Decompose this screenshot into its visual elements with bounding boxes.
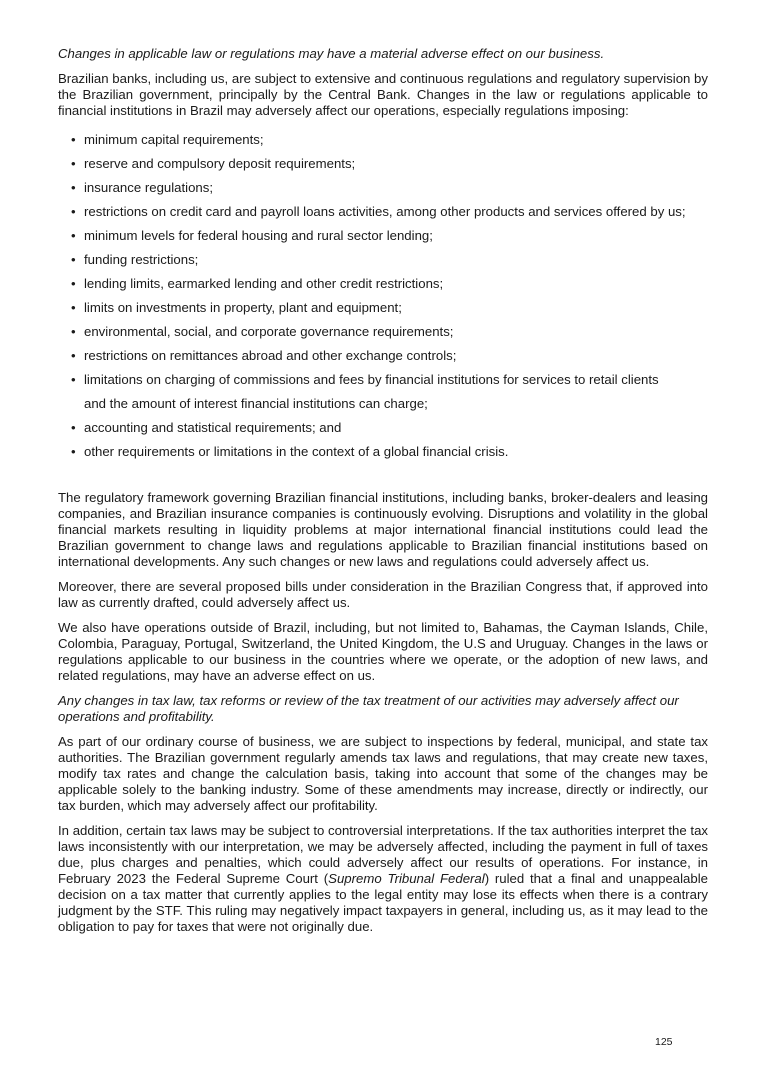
list-item: • restrictions on remittances abroad and other exchange controls; (58, 344, 738, 368)
list-item: • minimum capital requirements; (58, 128, 738, 152)
list-item: • accounting and statistical requirements; and (58, 416, 738, 440)
court-name-italic: Supremo Tribunal Federal (328, 871, 485, 886)
section-heading-tax-changes: Any changes in tax law, tax reforms or review of the tax treatment of our activities may adversely affect our operations and profitability. (58, 693, 679, 724)
text-segment: In addition, certain tax laws may be subject to controversial interpretations. If the tax authorities interpret the tax laws inconsistently with our interpretation, we may be adversely affected, including the payment in full of taxes due, plus charges and penalties, which could adversely affect our results of operations. For instance, in February 2023 the Federal Supreme Court ( (58, 823, 708, 886)
list-item: • lending limits, earmarked lending and other credit restrictions; (58, 272, 738, 296)
paragraph-tax-inspections: As part of our ordinary course of business, we are subject to inspections by federal, municipal, and state tax authorities. The Brazilian government regularly amends tax laws and regulations, that may create new taxes, modify tax rates and change the calculation basis, taking into account that some of the changes may be applicable solely to the banking industry. Some of these amendments may increase, directly or indirectly, our tax burden, which may adversely affect our profitability. (58, 734, 708, 813)
list-item: • reserve and compulsory deposit requirements; (58, 152, 738, 176)
paragraph-proposed-bills: Moreover, there are several proposed bills under consideration in the Brazilian Congress that, if approved into law as currently drafted, could adversely affect us. (58, 579, 708, 610)
list-item: • insurance regulations; (58, 176, 738, 200)
regulation-bullet-list (58, 128, 738, 464)
section-heading-law-changes: Changes in applicable law or regulations may have a material adverse effect on our business. (58, 46, 605, 61)
spacer (58, 464, 708, 490)
paragraph-regulation-intro: Brazilian banks, including us, are subject to extensive and continuous regulations and regulatory supervision by the Brazilian government, principally by the Central Bank. Changes in the law or regulations applicable to financial institutions in Brazil may adversely affect our operations, especially regulations imposing: (58, 71, 708, 118)
text-segment: ) ruled that a final and unappealable decision on a tax matter that currently applies to the legal entity may lose its effects when there is a contrary judgment by the STF. This ruling may negatively impact taxpayers in general, including us, as it may lead to the obligation to pay for taxes that were not originally due. (58, 871, 708, 934)
paragraph-tax-interpretation (58, 823, 708, 935)
page-content (58, 46, 708, 944)
paragraph-foreign-operations: We also have operations outside of Brazil, including, but not limited to, Bahamas, the Cayman Islands, Chile, Colombia, Paraguay, Portugal, Switzerland, the United Kingdom, the U.S and Uruguay. Changes in the laws or regulations applicable to our business in the countries where we operate, or the adoption of new laws, and related regulations, may have an adverse effect on us. (58, 620, 708, 683)
list-item: • other requirements or limitations in the context of a global financial crisis. (58, 440, 738, 464)
list-item: • minimum levels for federal housing and rural sector lending; (58, 224, 738, 248)
page-number: 125 (655, 1036, 673, 1048)
list-item: • limits on investments in property, plant and equipment; (58, 296, 738, 320)
list-item: • restrictions on credit card and payroll loans activities, among other products and services offered by us; (58, 200, 738, 224)
list-item: • limitations on charging of commissions and fees by financial institutions for services to retail clients (58, 368, 738, 392)
paragraph-regulatory-framework: The regulatory framework governing Brazilian financial institutions, including banks, broker-dealers and leasing companies, and Brazilian insurance companies is continuously evolving. Disruptions and volatility in the global financial markets resulting in liquidity problems at major international financial institutions could lead the Brazilian government to change laws and regulations applicable to Brazilian financial institutions based on international developments. Any such changes or new laws and regulations could adversely affect us. (58, 490, 708, 569)
list-item: • funding restrictions; (58, 248, 738, 272)
list-item: • environmental, social, and corporate governance requirements; (58, 320, 738, 344)
list-item-continuation: and the amount of interest financial institutions can charge; (84, 396, 428, 411)
